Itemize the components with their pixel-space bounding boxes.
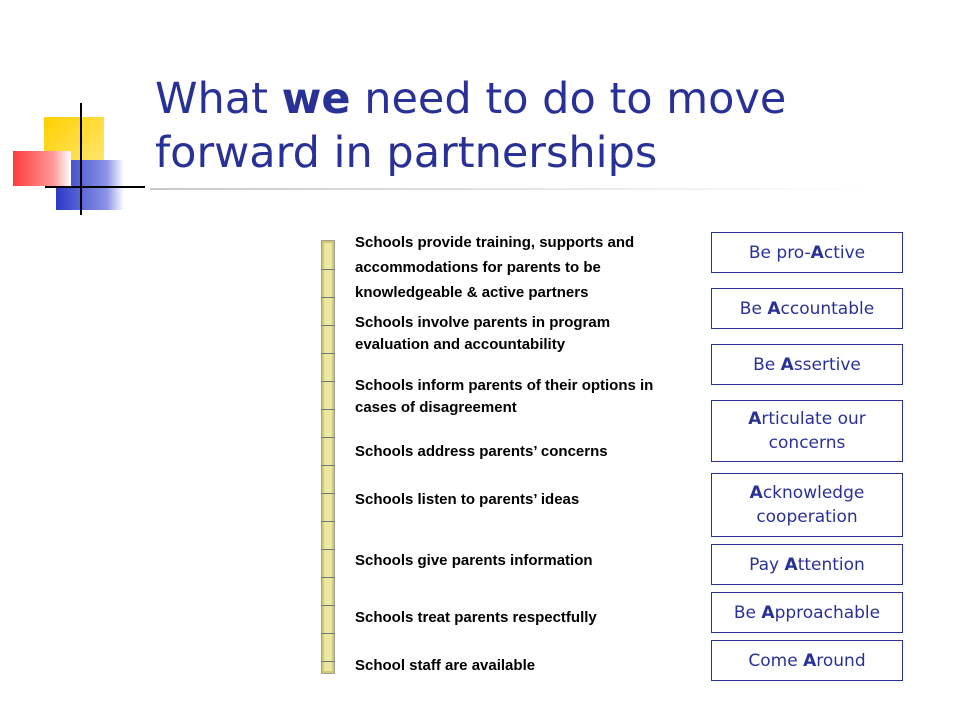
ladder-step-available: School staff are available — [355, 657, 536, 674]
action-pay-attention: Pay Attention — [711, 544, 903, 585]
ladder-rung — [321, 577, 335, 578]
ladder-rung — [321, 381, 335, 382]
action-be-proactive: Be pro-Active — [711, 232, 903, 273]
ladder-step-respect: Schools treat parents respectfully — [355, 609, 597, 626]
decorative-horizontal-line — [45, 186, 145, 188]
ladder-rung — [321, 297, 335, 298]
ladder-rung — [321, 521, 335, 522]
ladder-rung — [321, 605, 335, 606]
decorative-red-square — [13, 151, 71, 186]
action-be-assertive: Be Assertive — [711, 344, 903, 385]
ladder-rung — [321, 549, 335, 550]
ladder-rung — [321, 353, 335, 354]
ladder-step-disagreement: Schools inform parents of their options in cases of disagreement — [355, 377, 654, 416]
ladder-rung — [321, 325, 335, 326]
action-acknowledge-cooperation: Acknowledge cooperation — [711, 473, 903, 537]
ladder-rung — [321, 493, 335, 494]
decorative-vertical-line — [80, 103, 82, 215]
ladder-step-evaluation: Schools involve parents in program evaluation and accountability — [355, 314, 611, 353]
ladder-step-concerns: Schools address parents’ concerns — [355, 443, 608, 460]
ladder-rung — [321, 437, 335, 438]
ladder-graphic — [321, 240, 335, 674]
ladder-rung — [321, 633, 335, 634]
action-be-accountable: Be Accountable — [711, 288, 903, 329]
ladder-rung — [321, 661, 335, 662]
ladder-step-ideas: Schools listen to parents’ ideas — [355, 491, 580, 508]
ladder-rung — [321, 465, 335, 466]
ladder-rung — [321, 269, 335, 270]
action-come-around: Come Around — [711, 640, 903, 681]
action-articulate-concerns: Articulate our concerns — [711, 400, 903, 462]
title-divider — [150, 188, 870, 190]
action-be-approachable: Be Approachable — [711, 592, 903, 633]
ladder-rung — [321, 409, 335, 410]
ladder-step-information: Schools give parents information — [355, 552, 593, 569]
page-title: What we need to do to move forward in partnerships — [155, 74, 787, 178]
ladder-step-training: Schools provide training, supports and accommodations for parents to be knowledgeable & active partners — [355, 234, 635, 301]
